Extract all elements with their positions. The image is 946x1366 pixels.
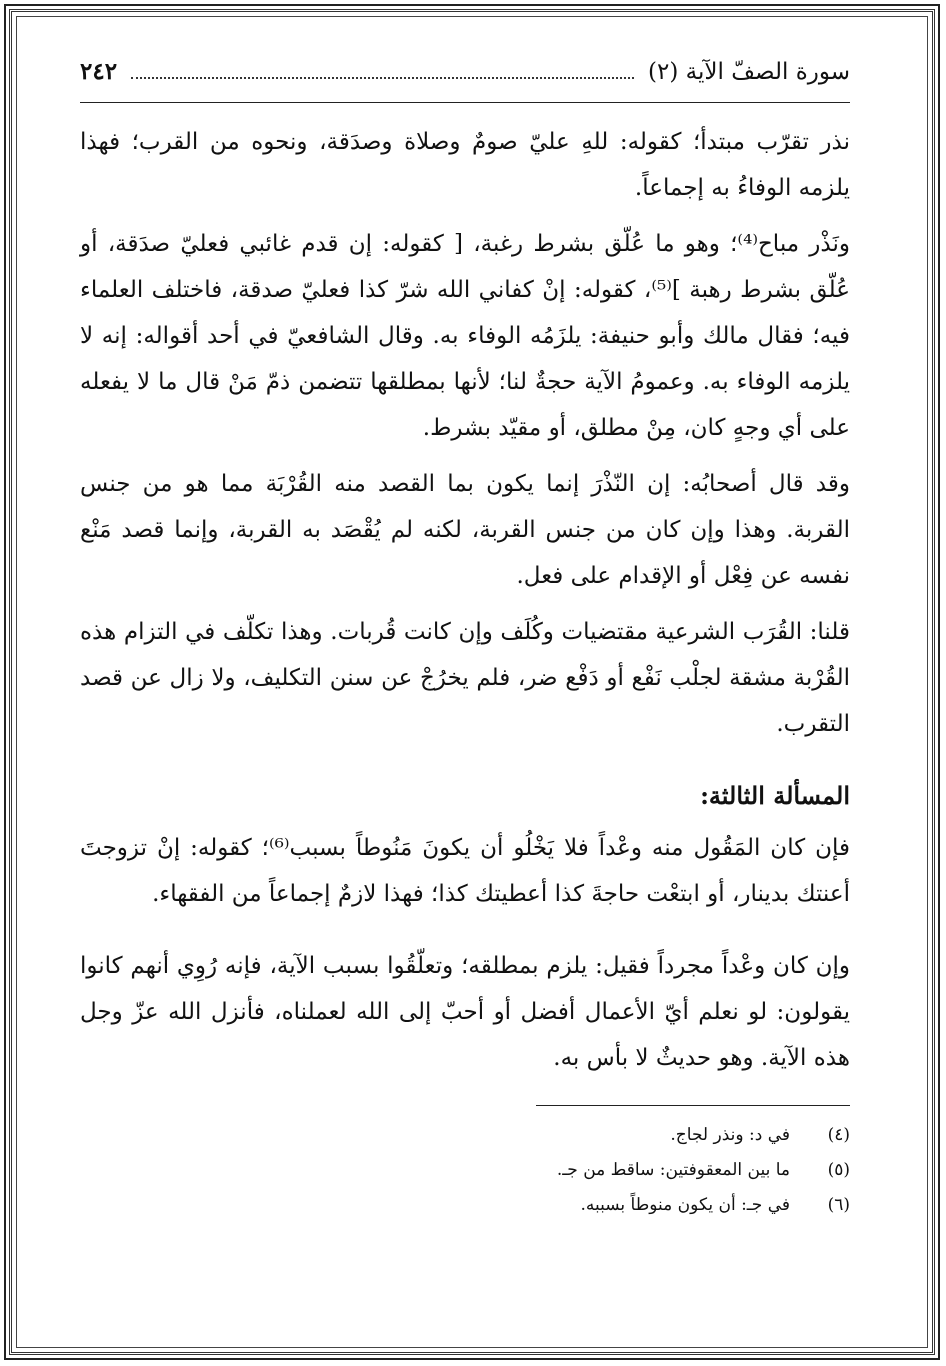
paragraph: فإن كان المَقُول منه وعْداً فلا يَخْلُو أن يكونَ مَنُوطاً بسبب⁽⁶⁾؛ كقوله: إنْ تزوجتَ أعنتك بدينار، أو ابتعْت حاجةَ كذا أعطيتك كذا؛ فهذا لازمٌ إجماعاً من الفقهاء. <box>80 835 850 907</box>
header-title: سورة الصفّ الآية (٢) <box>648 59 850 85</box>
section-heading: المسألة الثالثة: <box>700 781 850 810</box>
paragraph: نذر تقرّب مبتدأ؛ كقوله: للهِ عليّ صومٌ وصلاة وصدَقة، ونحوه من القرب؛ فهذا يلزمه الوفاءُ به إجماعاً. <box>80 129 850 201</box>
footnote <box>80 1153 850 1188</box>
footnote <box>80 1188 850 1223</box>
footnote-text: في د: ونذر لجاج. <box>670 1125 790 1145</box>
footnote-number: (٥) <box>827 1160 850 1180</box>
page-number: ٢٤٢ <box>80 58 118 85</box>
footnote <box>80 1118 850 1153</box>
paragraph: وقد قال أصحابُه: إن النّذْرَ إنما يكون بما القصد منه القُرْبَة مما هو من جنس القربة. وهذا وإن كان من جنس القربة، لكنه لم يُقْصَد به القربة، وإنما قصد مَنْع نفسه عن فِعْل أو الإقدام على فعل. <box>80 471 850 589</box>
footnote-number: (٤) <box>827 1125 850 1145</box>
paragraph: قلنا: القُرَب الشرعية مقتضيات وكُلَف وإن كانت قُربات. وهذا تكلّف في التزام هذه القُرْبة مشقة لجلْب نَفْع أو دَفْع ضر، فلم يخرُجْ عن سنن التكليف، ولا زال عن قصد التقرب. <box>80 619 850 737</box>
paragraph: وإن كان وعْداً مجرداً فقيل: يلزم بمطلقه؛ وتعلّقُوا بسبب الآية، فإنه رُوِي أنهم كانوا يقولون: لو نعلم أيّ الأعمال أفضل أو أحبّ إلى الله لعملناه، فأنزل الله عزّ وجل هذه الآية. وهو حديثٌ لا بأس به. <box>80 953 850 1071</box>
footnote-separator <box>536 1105 850 1106</box>
running-header <box>80 58 850 103</box>
book-page <box>80 58 850 1223</box>
footnote-text: في جـ: أن يكون منوطاً بسببه. <box>580 1195 790 1215</box>
footnote-number: (٦) <box>827 1195 850 1215</box>
header-leader-dots <box>131 77 634 79</box>
paragraph: ونَذْر مباح⁽⁴⁾؛ وهو ما عُلّق بشرط رغبة، [ كقوله: إن قدم غائبي فعليّ صدَقة، أو عُلّق بشرط رهبة ]⁽⁵⁾، كقوله: إنْ كفاني الله شرّ كذا فعليّ صدقة، فاختلف العلماء فيه؛ فقال مالك وأبو حنيفة: يلزَمُه الوفاء به. وقال الشافعيّ في أحد أقواله: إنه لا يلزمه الوفاء به. وعمومُ الآية حجةٌ لنا؛ لأنها بمطلقها تتضمن ذمّ مَنْ قال ما لا يفعله على أي وجهٍ كان، مِنْ مطلق، أو مقيّد بشرط. <box>80 231 850 441</box>
footnote-text: ما بين المعقوفتين: ساقط من جـ. <box>556 1160 790 1180</box>
